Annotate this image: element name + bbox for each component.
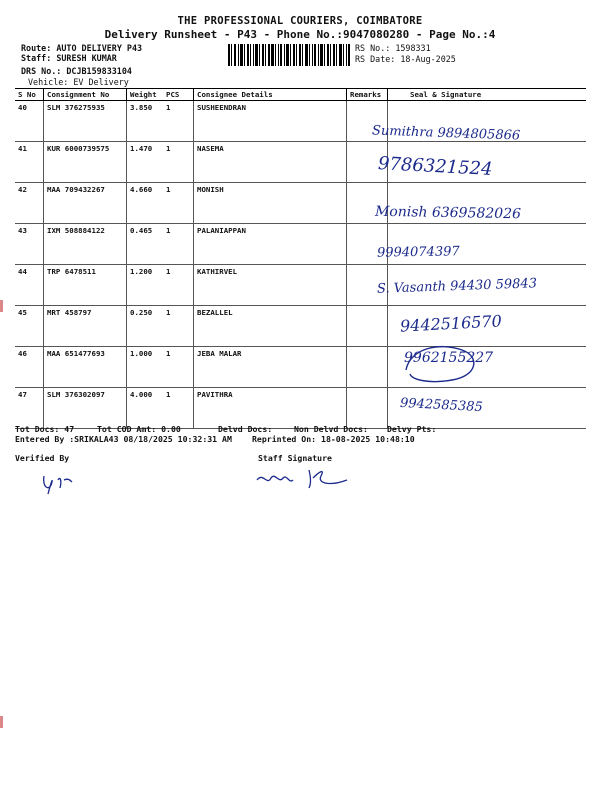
barcode-graphic [228,44,350,66]
handwritten-signature: 9994074397 [376,244,460,261]
drs-label: DRS No.: [21,66,62,76]
table-row [15,347,586,388]
document-title: THE PROFESSIONAL COURIERS, COIMBATORE [177,15,423,27]
signature-loop-scribble [400,340,484,384]
cell-weight: 0.250 [127,306,164,347]
rs-date-value: 18-Aug-2025 [400,54,456,64]
cell-consignee: BEZALLEL [194,306,347,347]
cell-sno: 42 [15,183,44,224]
barcode [228,44,350,66]
cell-consignee: PALANIAPPAN [194,224,347,265]
cell-consignment: KUR 6000739575 [44,142,127,183]
cell-consignee: KATHIRVEL [194,265,347,306]
cell-sno: 45 [15,306,44,347]
column-header: Seal & Signature [388,89,587,101]
cell-pcs: 1 [163,265,194,306]
tot-cod-amount: Tot COD Amt: 0.00 [97,424,181,434]
staff-line [21,53,117,63]
cell-pcs: 1 [163,347,194,388]
rs-no-value: 1598331 [395,43,431,53]
vehicle-label: Vehicle: [28,77,69,87]
table-header-row [15,89,586,101]
cell-consignment: SLM 376302097 [44,388,127,429]
column-header: Remarks [347,89,388,101]
handwritten-signature: 9962155227 [404,350,494,366]
cell-remarks [347,347,388,388]
handwritten-signature: 9442516570 [399,311,503,336]
drs-value: DCJB159833104 [66,66,132,76]
cell-weight: 1.000 [127,347,164,388]
rs-date-line [355,54,456,64]
cell-consignment: TRP 6478511 [44,265,127,306]
cell-pcs: 1 [163,306,194,347]
handwritten-signature: 9786321524 [377,153,494,180]
rs-no-label: RS No.: [355,43,391,53]
cell-consignee: PAVITHRA [194,388,347,429]
handwritten-signature: Monish 6369582026 [374,203,522,223]
non-delivered-docs: Non Delvd Docs: [294,424,368,434]
cell-weight: 4.660 [127,183,164,224]
cell-consignment: MAA 651477693 [44,347,127,388]
cell-pcs: 1 [163,142,194,183]
column-header: S No [15,89,44,101]
handwritten-signature: S. Vasanth 94430 59843 [376,276,538,297]
page-edge-mark [0,300,3,312]
cell-weight: 4.000 [127,388,164,429]
cell-consignment: MRT 458797 [44,306,127,347]
table-row [15,142,586,183]
drs-line [21,66,132,76]
cell-remarks [347,306,388,347]
staff-label: Staff: [21,53,52,63]
cell-weight: 3.850 [127,101,164,142]
cell-consignment: IXM 508884122 [44,224,127,265]
route-value: AUTO DELIVERY P43 [56,43,143,53]
document-subtitle: Delivery Runsheet - P43 - Phone No.:9047080280 - Page No.:4 [104,28,496,41]
column-header: PCS [163,89,194,101]
staff-signature-scribble [255,462,365,492]
cell-weight: 0.465 [127,224,164,265]
cell-sno: 41 [15,142,44,183]
rs-date-label: RS Date: [355,54,396,64]
cell-consignee: MONISH [194,183,347,224]
table-row [15,388,586,429]
handwritten-signature: 9942585385 [399,395,484,416]
cell-consignment: SLM 376275935 [44,101,127,142]
cell-sno: 40 [15,101,44,142]
verified-by-label: Verified By [15,453,70,463]
cell-pcs: 1 [163,183,194,224]
column-header: Consignment No [44,89,127,101]
cell-sno: 47 [15,388,44,429]
rs-no-line [355,43,431,53]
cell-pcs: 1 [163,224,194,265]
cell-consignee: NASEMA [194,142,347,183]
handwritten-signature: Sumithra 9894805866 [371,123,521,144]
vehicle-line [28,77,129,87]
verifier-signature-scribble [40,468,80,496]
page-edge-mark [0,716,3,728]
cell-weight: 1.200 [127,265,164,306]
table-row [15,224,586,265]
cell-weight: 1.470 [127,142,164,183]
cell-consignee: SUSHEENDRAN [194,101,347,142]
entered-by: Entered By :SRIKALA43 08/18/2025 10:32:31 AM [15,434,232,444]
cell-consignee: JEBA MALAR [194,347,347,388]
cell-remarks [347,388,388,429]
delivered-docs: Delvd Docs: [218,424,273,434]
tot-docs: Tot Docs: 47 [15,424,75,434]
column-header: Consignee Details [194,89,347,101]
staff-signature-label: Staff Signature [258,453,332,463]
staff-value: SURESH KUMAR [56,53,117,63]
cell-pcs: 1 [163,101,194,142]
cell-sno: 43 [15,224,44,265]
cell-consignment: MAA 709432267 [44,183,127,224]
column-header: Weight [127,89,164,101]
route-label: Route: [21,43,52,53]
route-line [21,43,142,53]
vehicle-value: EV Delivery [73,77,129,87]
cell-sno: 46 [15,347,44,388]
delivery-points: Delvy Pts: [387,424,437,434]
reprinted-on: Reprinted On: 18-08-2025 10:48:10 [252,434,415,444]
cell-sno: 44 [15,265,44,306]
cell-pcs: 1 [163,388,194,429]
